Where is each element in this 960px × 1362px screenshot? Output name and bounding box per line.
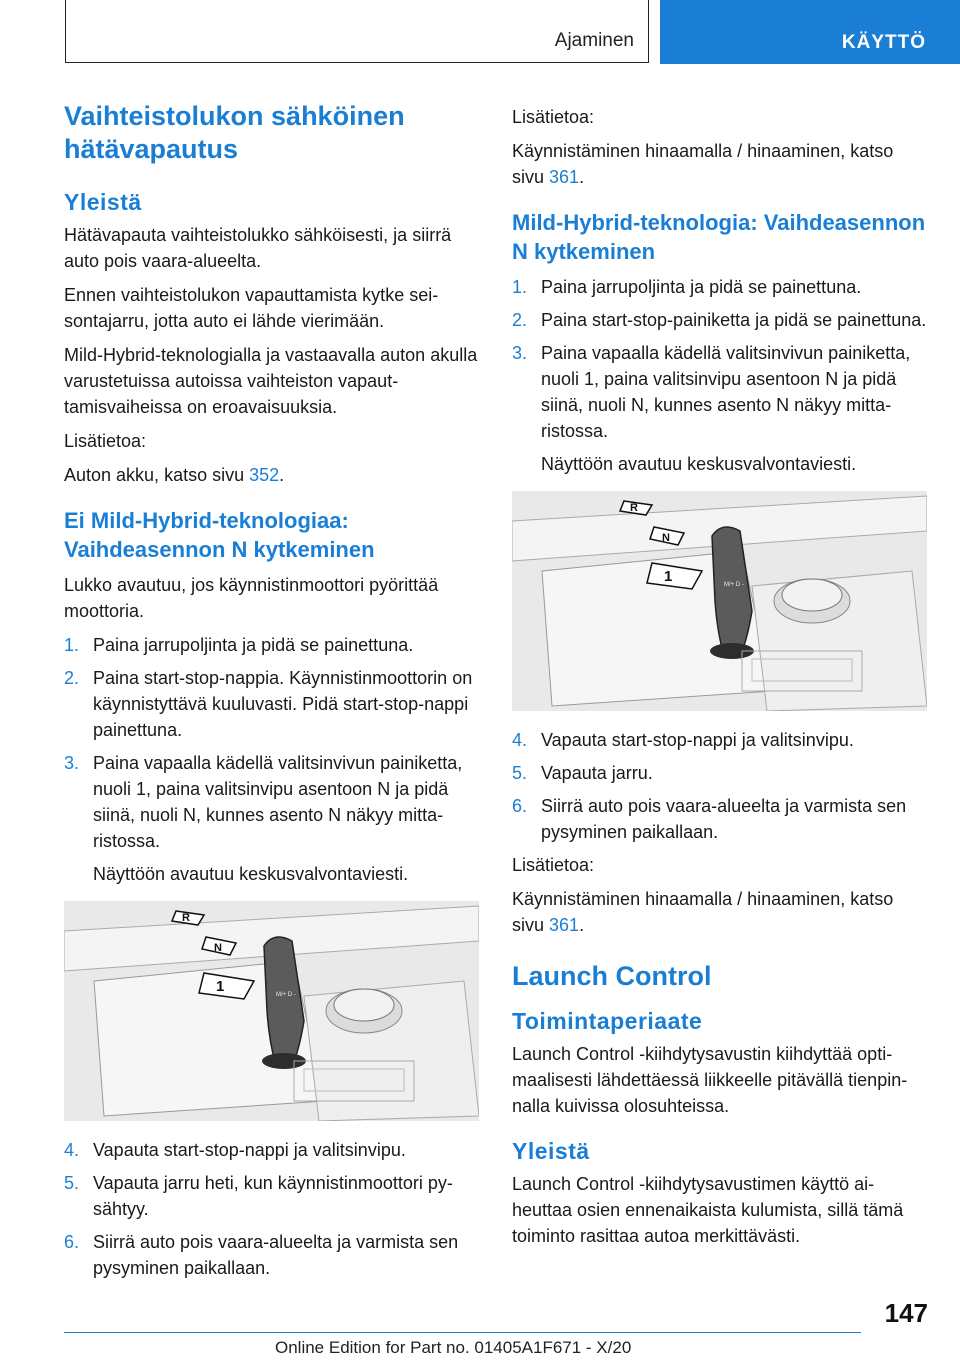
paragraph: Ennen vaihteistolukon vapauttamista kytke seisontajarru, jotta auto ei lähde vierimään. [64, 285, 439, 331]
list-item: 5. Vapauta jarru heti, kun käynnistinmoottori pysähtyy. [64, 1173, 453, 1219]
paragraph: Lisätietoa: [512, 855, 595, 875]
gear-selector-figure [512, 491, 927, 711]
step-note: Näyttöön avautuu keskusvalvontaviesti. [93, 864, 409, 884]
arrow-1-label: 1 [664, 568, 673, 585]
page-link[interactable]: 361 [549, 167, 580, 187]
arrow-r-label: R [182, 912, 190, 924]
paragraph: Lukko avautuu, jos käynnistinmoottori pyörittää moottoria. [64, 575, 439, 621]
steps-list [64, 632, 479, 854]
list-item: 4. Vapauta start-stop-nappi ja valitsinvipu. [64, 1140, 406, 1160]
list-item: 2. Paina start-stop-nappia. Käynnistinmoottorin on käynnistyttävä kuuluvasti. Pidä start-stop-nappi painettuna. [64, 668, 473, 740]
paragraph-reference: Auton akku, katso sivu 352. [64, 465, 285, 485]
page-title: Vaihteistolukon sähköinen hätävapautus [64, 101, 405, 164]
arrow-n-label: N [662, 532, 670, 544]
paragraph: Mild-Hybrid-teknologialla ja vastaavalla auton akulla varustetuissa autoissa vaihteiston vapauttamisvaiheissa on eroavaisuuksia. [64, 345, 478, 417]
header-section-label: Ajaminen [554, 30, 634, 51]
paragraph: Hätävapauta vaihteistolukko sähköisesti, ja siirrä auto pois vaara-alueelta. [64, 225, 452, 271]
page-number: 147 [884, 1298, 928, 1328]
steps-list [512, 274, 927, 444]
paragraph: Lisätietoa: [64, 431, 147, 451]
steps-list [64, 1137, 479, 1281]
footer-divider [64, 1332, 861, 1333]
list-item: 6. Siirrä auto pois vaara-alueelta ja varmista sen pysyminen paikallaan. [64, 1232, 459, 1278]
step-note: Näyttöön avautuu keskusvalvontaviesti. [541, 454, 857, 474]
gear-selector-illustration [512, 491, 927, 711]
list-item: 2. Paina start-stop-painiketta ja pidä se painettuna. [512, 310, 927, 330]
gear-selector-illustration [64, 901, 479, 1121]
footer-edition: Online Edition for Part no. 01405A1F671 - X/20 [275, 1338, 632, 1357]
section-title-launch-control: Launch Control [512, 961, 712, 991]
paragraph: Launch Control -kiihdytysavustimen käyttö aiheuttaa osien ennenaikaista kulumista, sillä tämä toiminto rasittaa autoa merkittävästi. [512, 1174, 904, 1246]
lever-markings: M/+ D - [724, 582, 744, 588]
gear-selector-figure [64, 901, 479, 1121]
subheading-principle: Toimintaperiaate [512, 1008, 703, 1034]
lever-markings: M/+ D - [276, 992, 296, 998]
subheading-general: Yleistä [512, 1138, 590, 1164]
subheading-mild-hybrid: Mild-Hybrid-teknologia: Vaihdeasennon N kytkeminen [512, 210, 926, 264]
left-column [64, 100, 479, 1288]
paragraph-reference: Käynnistäminen hinaamalla / hinaaminen, katso sivu 361. [512, 889, 894, 935]
page-link[interactable]: 352 [249, 465, 280, 485]
list-item: 3. Paina vapaalla kädellä valitsinvivun painiketta, nuoli 1, paina valitsinvipu asentoon N ja pidä siinä, nuoli N, kunnes asento N näkyy mittaristossa. [512, 343, 911, 441]
paragraph: Lisätietoa: [512, 107, 595, 127]
right-column [512, 104, 927, 1257]
header-section-box [65, 0, 649, 63]
arrow-n-label: N [214, 942, 222, 954]
header-chapter-tab[interactable] [660, 0, 960, 64]
steps-list [512, 727, 927, 845]
paragraph: Launch Control -kiihdytysavustin kiihdyttää optimaalisesti lähdettäessä liikkeelle pitävällä tienpinnalla kuivissa olosuhteissa. [512, 1044, 908, 1116]
arrow-r-label: R [630, 502, 638, 514]
list-item: 6. Siirrä auto pois vaara-alueelta ja varmista sen pysyminen paikallaan. [512, 796, 907, 842]
page-link[interactable]: 361 [549, 915, 580, 935]
list-item: 1. Paina jarrupoljinta ja pidä se painettuna. [512, 277, 862, 297]
list-item: 4. Vapauta start-stop-nappi ja valitsinvipu. [512, 730, 854, 750]
paragraph-reference: Käynnistäminen hinaamalla / hinaaminen, katso sivu 361. [512, 141, 894, 187]
list-item: 3. Paina vapaalla kädellä valitsinvivun painiketta, nuoli 1, paina valitsinvipu asentoon N ja pidä siinä, nuoli N, kunnes asento N näkyy mittaristossa. [64, 753, 463, 851]
arrow-1-label: 1 [216, 978, 225, 995]
subheading-no-mild-hybrid: Ei Mild-Hybrid-teknologiaa: Vaihdeasennon N kytkeminen [64, 508, 375, 562]
subheading-general: Yleistä [64, 189, 142, 215]
list-item: 5. Vapauta jarru. [512, 763, 653, 783]
list-item: 1. Paina jarrupoljinta ja pidä se painettuna. [64, 635, 414, 655]
header-chapter-label: KÄYTTÖ [841, 32, 926, 53]
